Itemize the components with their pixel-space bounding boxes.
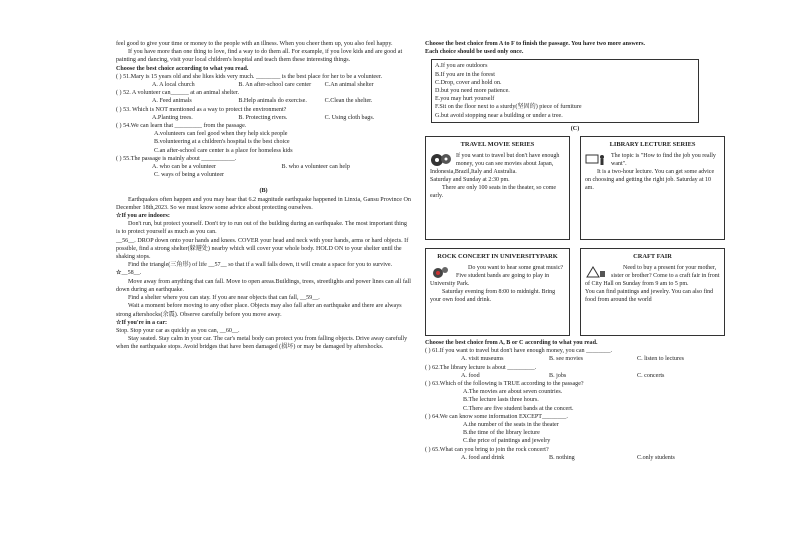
section-b-label: (B)	[259, 188, 268, 195]
q61-options	[425, 355, 725, 363]
choice-item: F.Sit on the floor next to a sturdy(坚固的) piece of furniture	[435, 104, 582, 111]
ad-rock-concert	[425, 248, 570, 336]
ad-body: Need to buy a present for your mother, sister or brother? Come to a craft fair in front of City Hall on Sunday from 9 am to 5 pm.	[585, 265, 720, 288]
ad-body: Do you want to hear some great music? Five student bands are going to play in University Park.	[430, 265, 564, 288]
drum-icon	[430, 265, 452, 279]
choice-item: C.Drop, cover and hold on.	[435, 79, 502, 86]
q53-options	[116, 114, 411, 122]
option: B. Protecting rivers.	[238, 114, 288, 121]
option: A.volunteers can feel good when they help sick people	[154, 131, 288, 138]
option: C.the price of paintings and jewelry	[463, 438, 551, 445]
star-icon: ☆	[116, 213, 122, 220]
car-heading: ☆If you're in a car:	[116, 319, 168, 326]
option: B. who a volunteer can help	[281, 164, 350, 171]
choice-item: D.but you need more patience.	[435, 88, 510, 95]
b-para-4: Move away from anything that can fall. Move to open areas.Buildings, trees, streetlights and power lines can all fall down during an earthquake.	[116, 278, 411, 293]
option: C.an after-school care center is a place for homeless kids	[154, 147, 293, 154]
option: A.The movies are about seven countries.	[463, 389, 563, 396]
choice-item: E.you may hurt yourself	[435, 96, 495, 103]
option: C.There are five student bands at the concert.	[463, 405, 574, 412]
option: B. An after-school care center	[238, 82, 312, 89]
b-intro: Earthquakes often happen and you may hear that 6.2 magnitude earthquake happened in Linxia, Gansu Province On December 18th,2023. So we must know some advice about protecting ourselves.	[116, 196, 411, 211]
choices-box	[431, 59, 699, 122]
ad-title: LIBRARY LECTURE SERIES	[609, 141, 696, 149]
q55-options	[116, 163, 411, 171]
option: A. visit museums	[461, 356, 504, 363]
ad-detail: It is a two-hour lecture. You can get some advice on choosing and getting the right job. Saturday at 10 am.	[585, 169, 715, 192]
question-54: ( ) 54.We can learn that _________ from the passage.	[116, 123, 247, 130]
indoors-heading: ☆If you are indoors:	[116, 213, 170, 220]
option: C. concerts	[637, 372, 665, 379]
option: C.only students	[637, 454, 675, 461]
question-65: ( ) 65.What can you bring to join the rock concert?	[425, 446, 549, 453]
question-55: ( ) 55.The passage is mainly about ___________.	[116, 155, 237, 162]
option: B. nothing	[549, 454, 575, 461]
b-para-2: __56__. DROP down onto your hands and knees. COVER your head and neck with your hands, arms or hard objects. If possible, find a strong shelter(躲避处) nearby which will cover your whole body. HOLD ON to your shelter until the shaking stops.	[116, 237, 409, 261]
option: B. jobs	[549, 372, 567, 379]
question-61: ( ) 61.If you want to travel but don't have enough money, you can ________.	[425, 348, 613, 355]
lecturer-icon	[585, 153, 607, 167]
option: A. who can be a volunteer	[152, 164, 216, 171]
ad-craft-fair	[580, 248, 725, 336]
q62-options	[425, 372, 725, 380]
option: A. food	[461, 372, 480, 379]
heading-choices-1: Choose the best choice from A to F to finish the passage. You have two more answers.	[425, 41, 646, 47]
option: A. Feed animals	[152, 98, 192, 105]
option: A. A local church	[152, 82, 195, 89]
b-para-3: Find the triangle(三角形) of life __57__ so that if a wall falls down, it will create a space for you to survive.	[128, 262, 393, 269]
choice-item: G.but avoid stopping near a building or under a tree.	[435, 112, 563, 119]
ad-title: ROCK CONCERT IN UNIVERSITYPARK	[437, 253, 558, 261]
ad-library-lecture	[580, 136, 725, 240]
b-para-6: Wait a moment before moving to any other place. Objects may also fall after an earthquake and there are always strong aftershocks(余震). Observe carefully before you move away.	[116, 303, 402, 318]
q51-options	[116, 81, 411, 89]
option: B.volunteering at a children's hospital is the best choice	[154, 139, 290, 146]
b-para-1: Don't run, but protect yourself. Don't try to run out of the building during an earthquake. The most important thing is to protect yourself as much as you can.	[116, 221, 407, 236]
option: A. food and drink	[461, 454, 505, 461]
heading-choices-2: Each choice should be used only once.	[425, 49, 524, 56]
b-para-8: Stay seated. Stay calm in your car. The car's metal body can protect you from falling objects. Drive away carefully when the earthquake stops. Avoid bridges that have been damaged (损坏) or may be damaged by aftershocks.	[116, 336, 408, 351]
question-63: ( ) 63.Which of the following is TRUE according to the passage?	[425, 381, 584, 388]
option: A.the number of the seats in the theater	[463, 422, 559, 429]
section-c-label: (C)	[570, 125, 580, 132]
star-icon: ☆	[116, 270, 122, 277]
option: B. see movies	[549, 356, 584, 363]
ad-note: There are only 100 seats in the theater, so come early.	[430, 185, 557, 200]
heading-c: Choose the best choice from A, B or C according to what you read.	[425, 340, 598, 347]
option: C. ways of being a volunteer	[154, 172, 225, 179]
option: C.An animal shelter	[324, 82, 374, 89]
option: B.The lecture lasts three hours.	[463, 397, 539, 404]
ad-title: TRAVEL MOVIE SERIES	[460, 141, 535, 149]
option: A.Planting trees.	[152, 114, 193, 121]
option: C.Clean the shelter.	[324, 98, 373, 105]
choice-item: B.If you are in the forest	[435, 71, 495, 78]
question-62: ( ) 62.The library lecture is about _________.	[425, 364, 537, 371]
craft-icon	[585, 265, 607, 279]
question-53: ( ) 53. Which is NOT mentioned as a way to protect the environment?	[116, 106, 287, 113]
film-reel-icon	[430, 153, 452, 167]
left-column	[116, 40, 411, 352]
option: B.the time of the library lecture	[463, 430, 540, 437]
question-51: ( ) 51.Mary is 15 years old and she likes kids very much. ________ is the best place for her to be a volunteer.	[116, 73, 383, 80]
right-column	[425, 40, 725, 462]
question-64: ( ) 64.We can know some information EXCEPT________.	[425, 413, 568, 420]
ad-body: If you want to travel but don't have enough money, you can see movies about Japan, Indonesia,Brazil,Italy and Australia.	[430, 153, 560, 176]
heading-a: Choose the best choice according to what you read.	[116, 65, 249, 72]
q65-options	[425, 454, 725, 462]
b-para-5: Find a shelter where you can stay. If you are near objects that can fall, __59__.	[128, 295, 320, 302]
ad-time: Saturday and Sunday at 2:30 pm.	[430, 177, 510, 184]
choice-item: A.If you are outdoors	[435, 63, 488, 70]
q52-options	[116, 97, 411, 105]
option: C. Using cloth bags.	[324, 114, 375, 121]
ad-detail: You can find paintings and jewelry. You can also find food from around the world	[585, 289, 714, 304]
blank-58: ☆__58__.	[116, 270, 142, 277]
intro-para-1: feel good to give your time or money to the people with an illness. When you cheer them up, you also feel happy.	[116, 41, 393, 47]
ad-body: The topic is "How to find the job you really want".	[611, 153, 716, 168]
ads-grid	[425, 136, 725, 336]
ad-travel-movie	[425, 136, 570, 240]
ad-title: CRAFT FAIR	[633, 253, 672, 261]
option: C. listen to lectures	[637, 356, 685, 363]
question-52: ( ) 52. A volunteer can______ at an animal shelter.	[116, 90, 240, 97]
b-para-7: Stop. Stop your car as quickly as you can, __60__.	[116, 327, 240, 334]
star-icon: ☆	[116, 319, 122, 326]
ad-detail: Saturday evening from 8:00 to midnight. Bring your own food and drink.	[430, 289, 556, 304]
intro-para-2: If you have more than one thing to love, find a way to do them all. For example, if you love kids and are good at painting and dancing, visit your local children's hospital and teach them these interesting things.	[116, 49, 403, 64]
option: B.Help animals do exercise.	[238, 98, 307, 105]
